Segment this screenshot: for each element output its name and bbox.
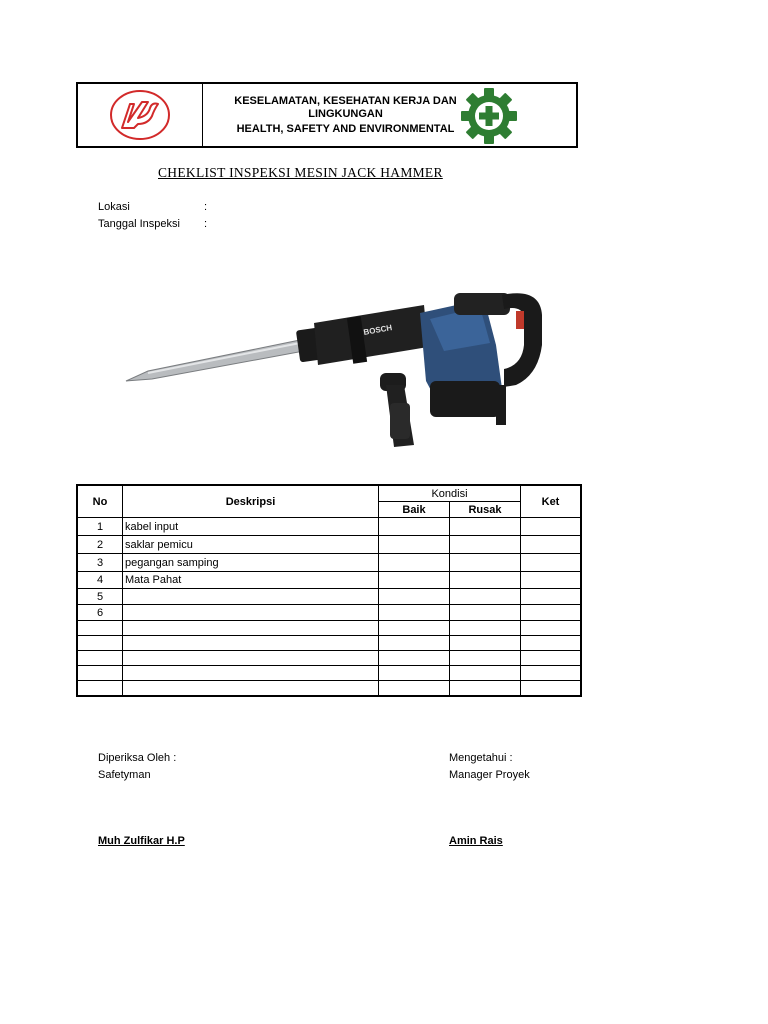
row-baik-cell [379, 536, 450, 554]
row-rusak-cell [450, 518, 521, 536]
row-desc: pegangan samping [123, 554, 379, 572]
col-ket-header: Ket [521, 485, 582, 518]
table-row [77, 681, 581, 697]
row-rusak-cell [450, 621, 521, 636]
header-title [203, 84, 576, 146]
header-title-line2: LINGKUNGAN [308, 107, 383, 120]
row-baik-cell [379, 621, 450, 636]
field-separator: : [204, 218, 208, 230]
field-label: Tanggal Inspeksi [98, 218, 180, 230]
row-baik-cell [379, 518, 450, 536]
field-separator: : [204, 201, 208, 213]
table-header-row [77, 485, 581, 502]
row-ket-cell [521, 636, 582, 651]
row-rusak-cell [450, 589, 521, 605]
row-desc [123, 621, 379, 636]
row-no: 5 [77, 589, 123, 605]
row-desc [123, 636, 379, 651]
table-row [77, 621, 581, 636]
row-desc: saklar pemicu [123, 536, 379, 554]
document-title: CHEKLIST INSPEKSI MESIN JACK HAMMER [158, 165, 443, 180]
table-row [77, 536, 581, 554]
row-ket-cell [521, 605, 582, 621]
row-no [77, 621, 123, 636]
table-row [77, 589, 581, 605]
approved-by-role: Manager Proyek [449, 769, 530, 781]
checked-by-name: Muh Zulfikar H.P [98, 835, 185, 847]
header-title-line3: HEALTH, SAFETY AND ENVIRONMENTAL [236, 122, 455, 135]
row-no [77, 651, 123, 666]
row-desc [123, 605, 379, 621]
row-no: 2 [77, 536, 123, 554]
tool-brand-label: BOSCH [362, 323, 393, 337]
checked-by-role: Safetyman [98, 769, 151, 781]
row-desc [123, 666, 379, 681]
row-rusak-cell [450, 681, 521, 697]
checked-by-label: Diperiksa Oleh : [98, 752, 177, 764]
row-rusak-cell [450, 554, 521, 572]
approved-by-name: Amin Rais [449, 835, 503, 847]
row-baik-cell [379, 636, 450, 651]
row-baik-cell [379, 572, 450, 589]
company-logo [108, 88, 172, 142]
col-rusak-header: Rusak [450, 502, 521, 518]
row-desc [123, 681, 379, 697]
row-ket-cell [521, 589, 582, 605]
field-lokasi [98, 201, 207, 213]
row-baik-cell [379, 666, 450, 681]
row-no [77, 666, 123, 681]
table-row [77, 572, 581, 589]
row-baik-cell [379, 651, 450, 666]
header-box [76, 82, 578, 148]
row-rusak-cell [450, 666, 521, 681]
row-baik-cell [379, 589, 450, 605]
table-row [77, 605, 581, 621]
jack-hammer-image [124, 285, 544, 455]
approved-by-label: Mengetahui : [449, 752, 513, 764]
row-baik-cell [379, 605, 450, 621]
inspection-table [76, 484, 582, 697]
row-no [77, 681, 123, 697]
table-row [77, 636, 581, 651]
row-rusak-cell [450, 536, 521, 554]
row-desc: kabel input [123, 518, 379, 536]
row-desc: Mata Pahat [123, 572, 379, 589]
row-ket-cell [521, 554, 582, 572]
table-row [77, 554, 581, 572]
row-no [77, 636, 123, 651]
row-desc [123, 651, 379, 666]
row-ket-cell [521, 536, 582, 554]
row-no: 6 [77, 605, 123, 621]
table-row [77, 666, 581, 681]
row-ket-cell [521, 681, 582, 697]
col-desc-header: Deskripsi [123, 485, 379, 518]
safety-gear-icon [460, 87, 518, 145]
company-logo-cell [78, 84, 203, 146]
row-rusak-cell [450, 651, 521, 666]
row-no: 3 [77, 554, 123, 572]
row-ket-cell [521, 572, 582, 589]
row-rusak-cell [450, 605, 521, 621]
col-no-header: No [77, 485, 123, 518]
row-no: 4 [77, 572, 123, 589]
row-desc [123, 589, 379, 605]
field-tanggal [98, 218, 207, 230]
row-ket-cell [521, 651, 582, 666]
row-ket-cell [521, 621, 582, 636]
table-row [77, 518, 581, 536]
row-baik-cell [379, 681, 450, 697]
col-kondisi-header: Kondisi [379, 485, 521, 502]
row-no: 1 [77, 518, 123, 536]
row-rusak-cell [450, 572, 521, 589]
row-baik-cell [379, 554, 450, 572]
row-rusak-cell [450, 636, 521, 651]
field-label: Lokasi [98, 201, 130, 213]
row-ket-cell [521, 518, 582, 536]
header-title-line1: KESELAMATAN, KESEHATAN KERJA DAN [234, 94, 457, 107]
row-ket-cell [521, 666, 582, 681]
table-row [77, 651, 581, 666]
col-baik-header: Baik [379, 502, 450, 518]
